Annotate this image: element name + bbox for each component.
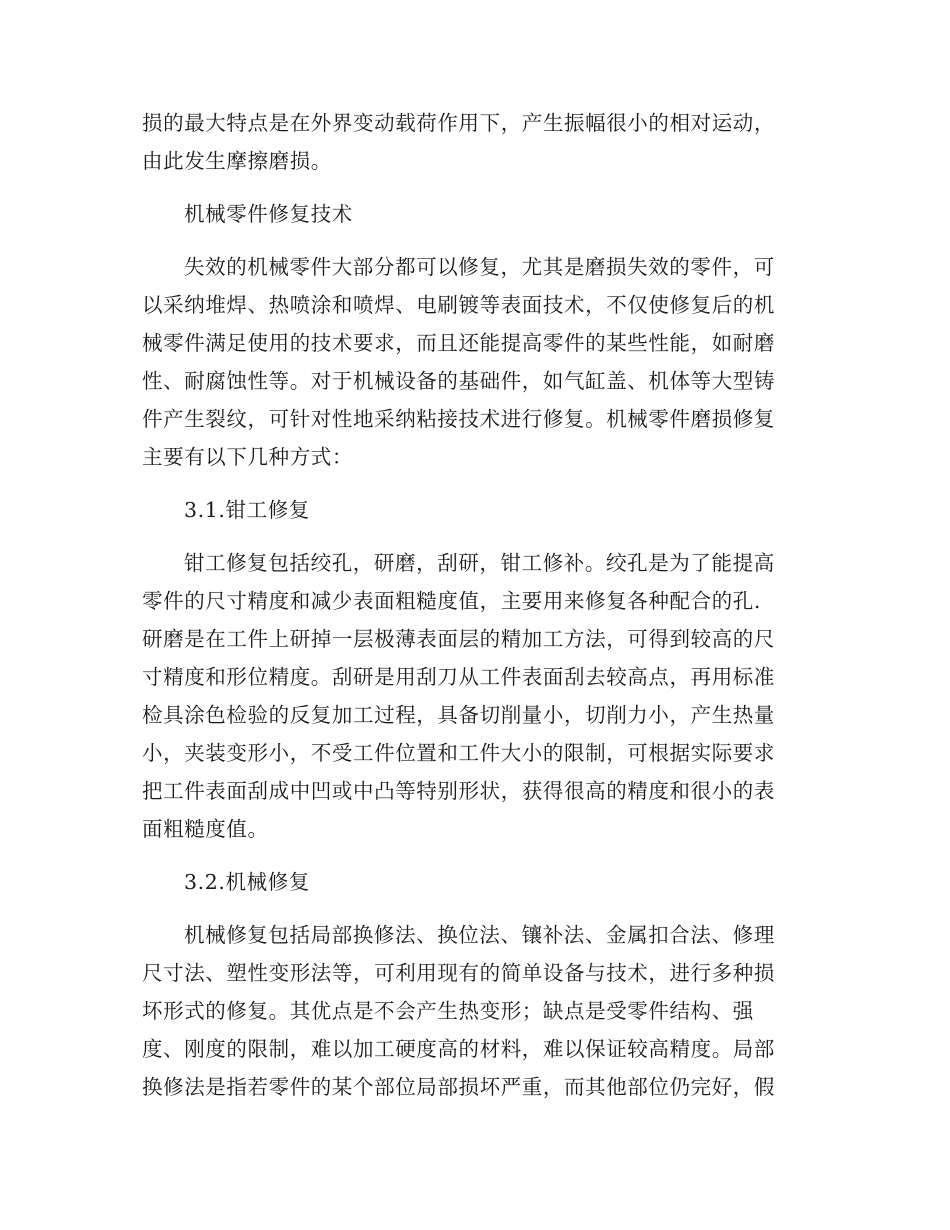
heading-line: 3.2.机械修复 [184,870,310,894]
text-line: 损的最大特点是在外界变动载荷作用下，产生振幅很小的相对运动， [142,111,775,135]
section-heading-3-2 [142,863,802,901]
text-line: 件产生裂纹，可针对性地采纳粘接技术进行修复。机械零件磨损修复 [142,407,775,431]
text-line: 换修法是指若零件的某个部位局部损坏严重，而其他部位仍完好，假 [142,1075,775,1099]
paragraph-fitter-repair [142,544,802,848]
section-heading-3-1 [142,491,802,529]
heading-line: 3.1.钳工修复 [184,498,310,522]
paragraph-repair-intro [142,248,802,476]
section-heading [142,195,802,233]
text-line: 主要有以下几种方式： [142,445,353,469]
text-line: 以采纳堆焊、热喷涂和喷焊、电刷镀等表面技术，不仅使修复后的机 [142,293,775,317]
paragraph-continuation [142,104,802,180]
text-line: 钳工修复包括绞孔，研磨，刮研，钳工修补。绞孔是为了能提高 [184,551,775,575]
text-line: 性、耐腐蚀性等。对于机械设备的基础件，如气缸盖、机体等大型铸 [142,369,775,393]
text-line: 检具涂色检验的反复加工过程，具备切削量小，切削力小，产生热量 [142,703,775,727]
text-line: 机械修复包括局部换修法、换位法、镶补法、金属扣合法、修理 [184,923,775,947]
paragraph-mechanical-repair [142,916,802,1106]
text-line: 面粗糙度值。 [142,817,269,841]
text-line: 由此发生摩擦磨损。 [142,149,332,173]
text-line: 度、刚度的限制，难以加工硬度高的材料，难以保证较高精度。局部 [142,1037,775,1061]
heading-line: 机械零件修复技术 [184,202,353,226]
text-line: 械零件满足使用的技术要求，而且还能提高零件的某些性能，如耐磨 [142,331,775,355]
text-line: 坏形式的修复。其优点是不会产生热变形；缺点是受零件结构、强 [142,999,754,1023]
text-line: 零件的尺寸精度和减少表面粗糙度值，主要用来修复各种配合的孔. [142,589,762,613]
text-line: 失效的机械零件大部分都可以修复，尤其是磨损失效的零件，可 [184,255,775,279]
text-line: 把工件表面刮成中凹或中凸等特别形状，获得很高的精度和很小的表 [142,779,775,803]
text-line: 寸精度和形位精度。刮研是用刮刀从工件表面刮去较高点，再用标准 [142,665,775,689]
text-line: 尺寸法、塑性变形法等，可利用现有的简单设备与技术，进行多种损 [142,961,775,985]
text-line: 研磨是在工件上研掉一层极薄表面层的精加工方法，可得到较高的尺 [142,627,775,651]
document-page [142,104,802,1106]
text-line: 小，夹装变形小，不受工件位置和工件大小的限制，可根据实际要求 [142,741,775,765]
